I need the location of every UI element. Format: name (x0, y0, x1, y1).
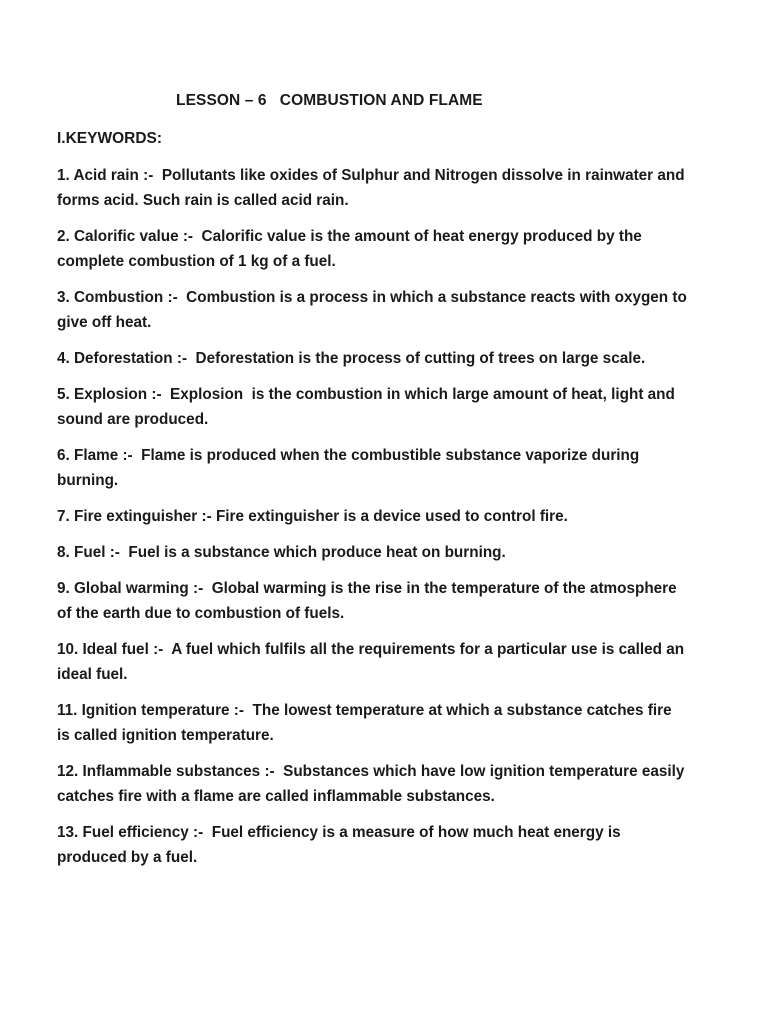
keyword-definition: Deforestation is the process of cutting of trees on large scale. (195, 350, 646, 367)
keyword-term: 9. Global warming :- (57, 580, 204, 597)
keyword-entry (57, 224, 687, 274)
keyword-entry (57, 576, 687, 626)
keyword-entry (57, 698, 687, 748)
keyword-entry (57, 443, 687, 493)
keyword-entry (57, 163, 687, 213)
keyword-term: 3. Combustion :- (57, 289, 178, 306)
keyword-definition: A fuel which fulfils all the requirements for a particular use is called an ideal fuel. (57, 641, 689, 683)
keyword-definition: Fuel is a substance which produce heat on burning. (128, 544, 506, 561)
keyword-term: 8. Fuel :- (57, 544, 120, 561)
keyword-entry (57, 759, 687, 809)
keyword-definition: Calorific value is the amount of heat energy produced by the complete combustion of 1 kg of a fuel. (57, 228, 647, 270)
keyword-term: 4. Deforestation :- (57, 350, 188, 367)
keyword-definition: The lowest temperature at which a substance catches fire is called ignition temperature. (57, 702, 676, 744)
keyword-term: 5. Explosion :- (57, 386, 162, 403)
keyword-definition: Flame is produced when the combustible substance vaporize during burning. (57, 447, 644, 489)
keyword-definition: Substances which have low ignition temperature easily catches fire with a flame are called inflammable substances. (57, 763, 689, 805)
keyword-entry (57, 540, 687, 565)
keyword-term: 10. Ideal fuel :- (57, 641, 164, 658)
keyword-definition: Combustion is a process in which a substance reacts with oxygen to give off heat. (57, 289, 692, 331)
keyword-term: 12. Inflammable substances :- (57, 763, 275, 780)
keyword-term: 13. Fuel efficiency :- (57, 824, 204, 841)
keyword-list (57, 163, 692, 881)
keyword-entry (57, 637, 687, 687)
keyword-entry (57, 504, 687, 529)
keyword-definition: Global warming is the rise in the temperature of the atmosphere of the earth due to combustion of fuels. (57, 580, 681, 622)
keyword-term: 1. Acid rain :- (57, 167, 154, 184)
keyword-definition: Pollutants like oxides of Sulphur and Nitrogen dissolve in rainwater and forms acid. Such rain is called acid rain. (57, 167, 689, 209)
section-heading: I.KEYWORDS: (57, 130, 163, 147)
keyword-entry (57, 820, 687, 870)
keyword-definition: Explosion is the combustion in which large amount of heat, light and sound are produced. (57, 386, 680, 428)
keyword-entry (57, 346, 687, 371)
keyword-definition: Fire extinguisher is a device used to control fire. (215, 508, 568, 525)
keyword-term: 6. Flame :- (57, 447, 133, 464)
keyword-entry (57, 382, 687, 432)
keyword-term: 2. Calorific value :- (57, 228, 194, 245)
keyword-term: 7. Fire extinguisher :- (57, 508, 212, 525)
page-title: LESSON – 6 COMBUSTION AND FLAME (176, 92, 483, 109)
keyword-definition: Fuel efficiency is a measure of how much heat energy is produced by a fuel. (57, 824, 625, 866)
keyword-term: 11. Ignition temperature :- (57, 702, 244, 719)
keyword-entry (57, 285, 692, 335)
